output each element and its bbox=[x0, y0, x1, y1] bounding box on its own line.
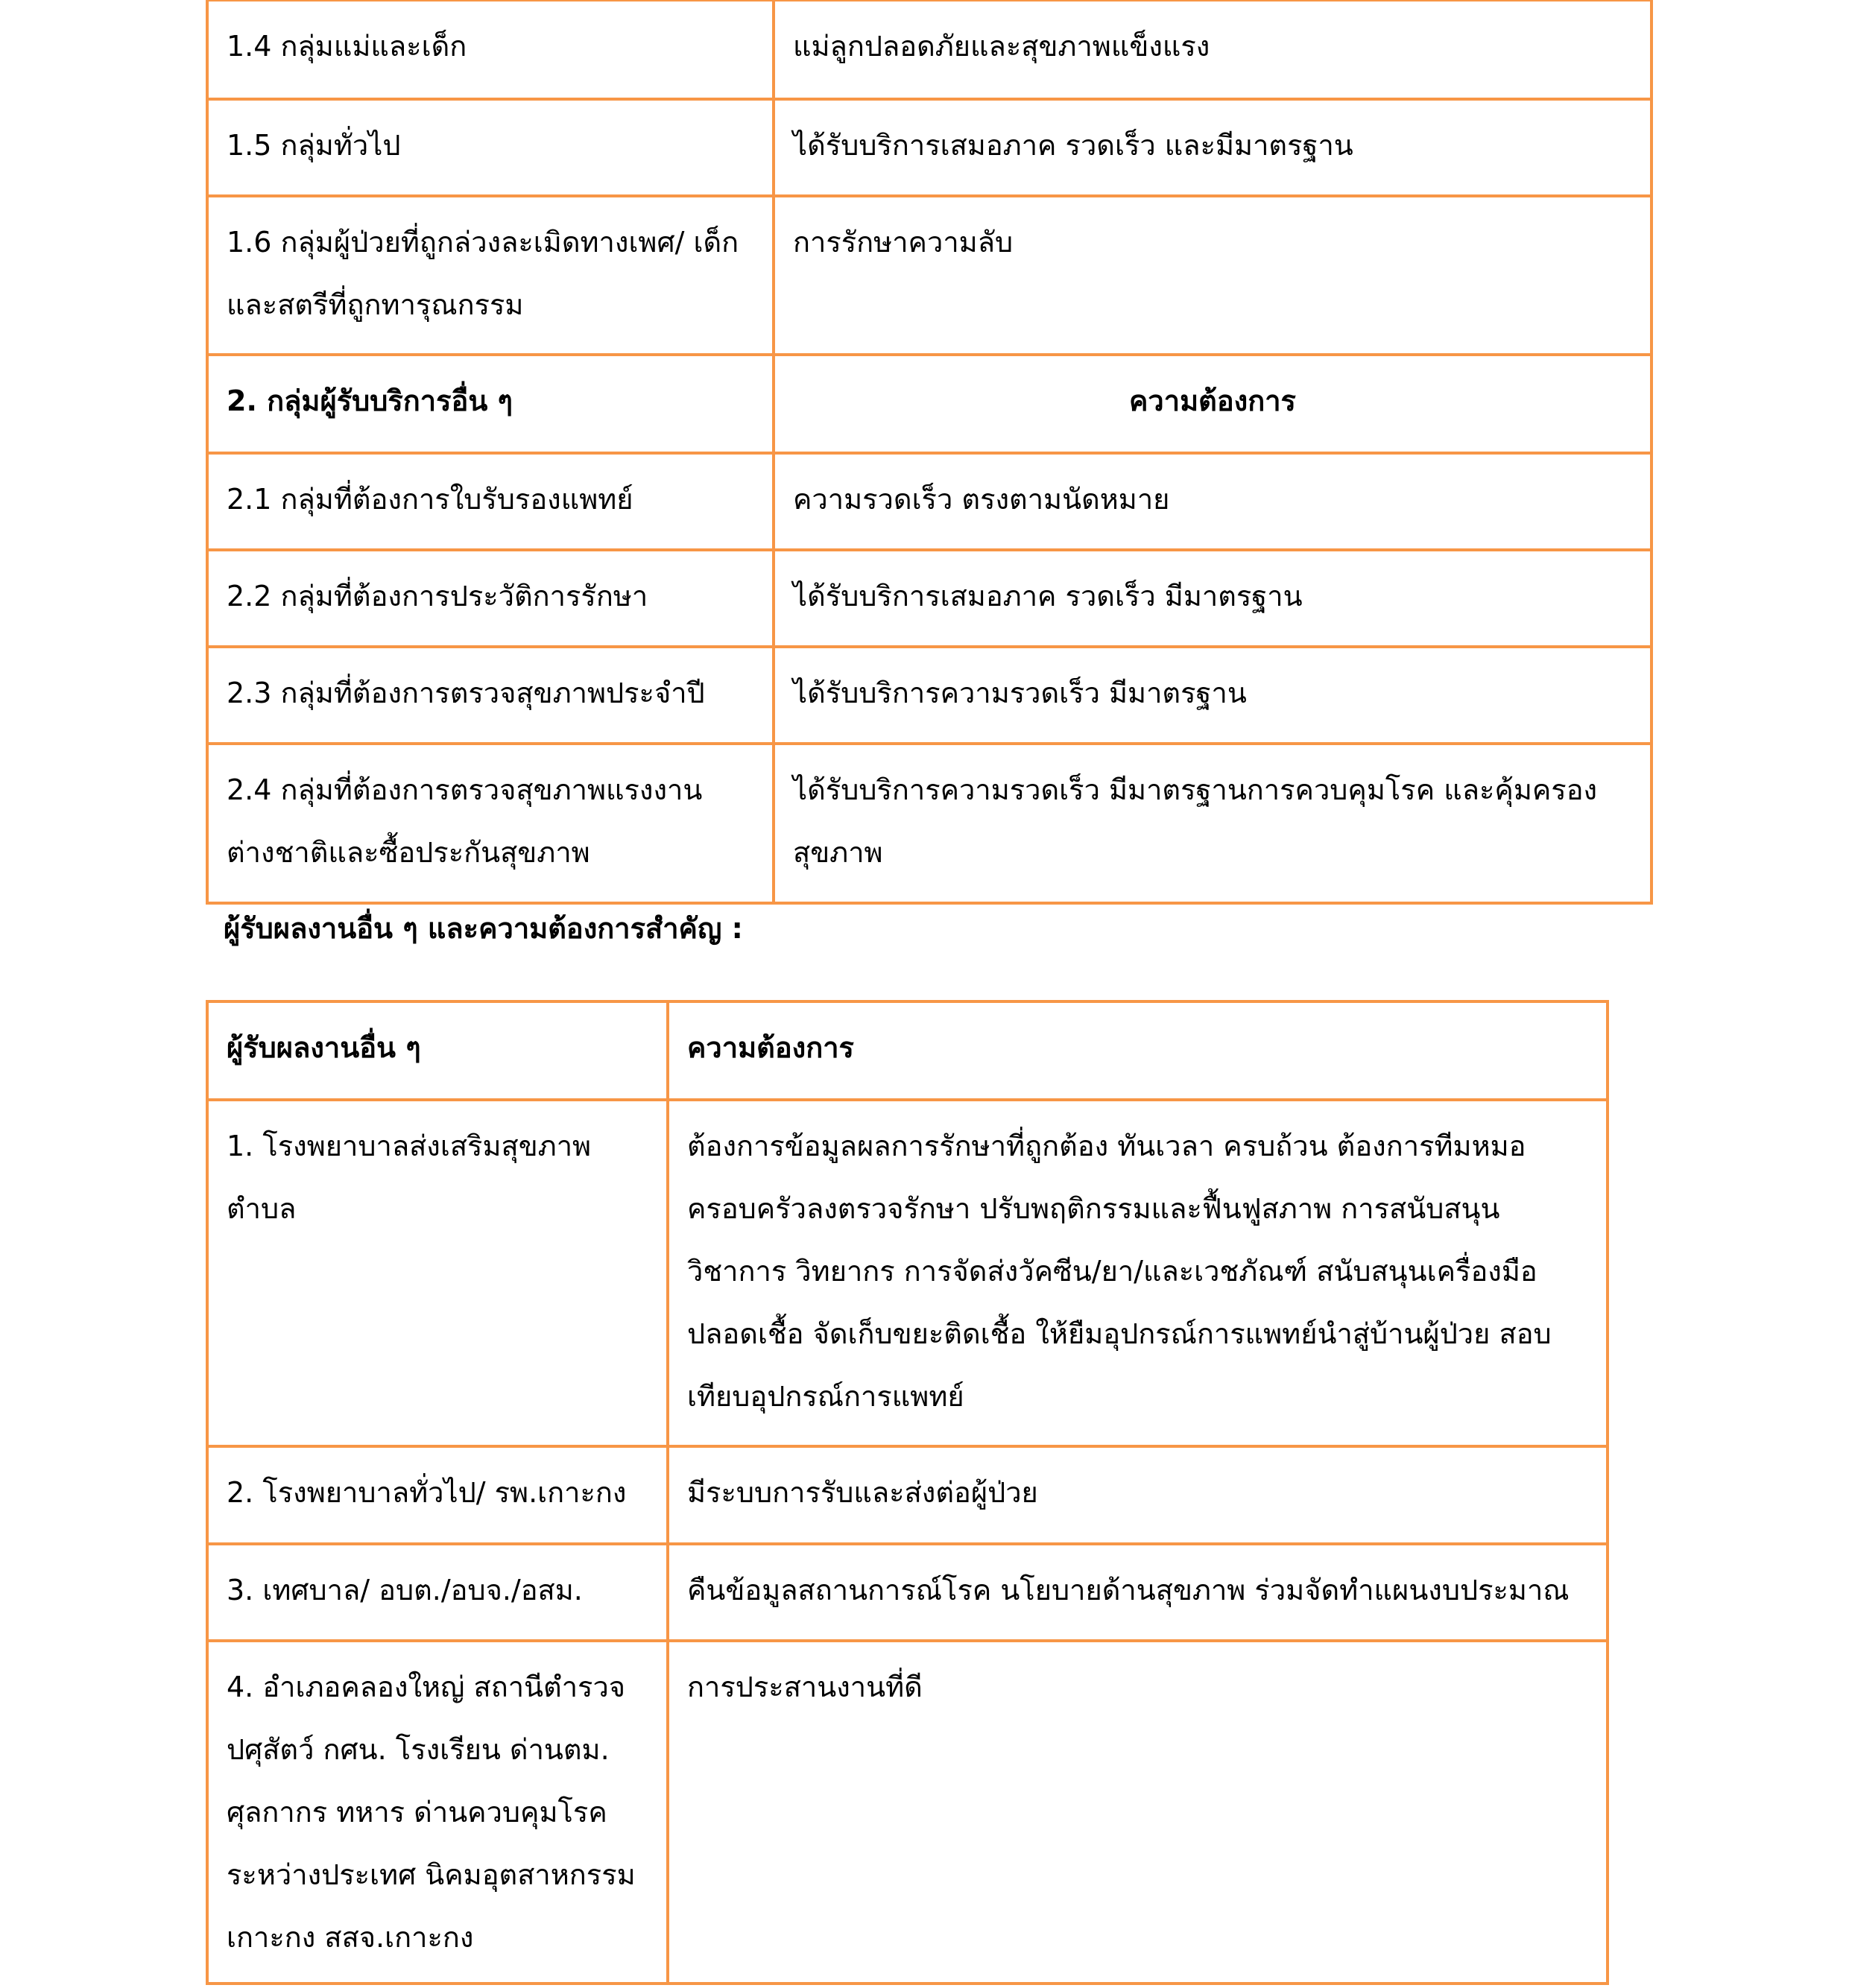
group-cell: 2.2 กลุ่มที่ต้องการประวัติการรักษา bbox=[207, 550, 774, 647]
need-header-cell: ความต้องการ bbox=[668, 1001, 1608, 1100]
table-row bbox=[207, 744, 1652, 903]
table-row bbox=[207, 196, 1652, 355]
group-cell: 1.4 กลุ่มแม่และเด็ก bbox=[207, 0, 774, 99]
stakeholder-cell: 3. เทศบาล/ อบต./อบจ./อสม. bbox=[207, 1544, 668, 1641]
group-cell: 2.1 กลุ่มที่ต้องการใบรับรองแพทย์ bbox=[207, 453, 774, 550]
table-row bbox=[207, 1100, 1608, 1446]
table-row bbox=[207, 1544, 1608, 1641]
table-header-row bbox=[207, 1001, 1608, 1100]
need-cell: ได้รับบริการความรวดเร็ว มีมาตรฐานการควบคุมโรค และคุ้มครอง สุขภาพ bbox=[774, 744, 1652, 903]
section-heading: ผู้รับผลงานอื่น ๆ และความต้องการสำคัญ : bbox=[224, 912, 743, 945]
need-cell: ได้รับบริการเสมอภาค รวดเร็ว และมีมาตรฐาน bbox=[774, 99, 1652, 196]
other-stakeholders-table bbox=[206, 1000, 1609, 1985]
table-header-row bbox=[207, 355, 1652, 453]
table-row bbox=[207, 99, 1652, 196]
stakeholder-cell: 4. อำเภอคลองใหญ่ สถานีตำรวจ ปศุสัตว์ กศน. โรงเรียน ด่านตม. ศุลกากร ทหาร ด่านควบคุมโรค ระหว่างประเทศ นิคมอุตสาหกรรม เกาะกง สสจ.เกาะกง bbox=[207, 1641, 668, 1984]
table-row bbox=[207, 647, 1652, 744]
stakeholder-header-cell: ผู้รับผลงานอื่น ๆ bbox=[207, 1001, 668, 1100]
table-row bbox=[207, 0, 1652, 99]
need-cell: คืนข้อมูลสถานการณ์โรค นโยบายด้านสุขภาพ ร่วมจัดทำแผนงบประมาณ bbox=[668, 1544, 1608, 1641]
stakeholder-cell: 1. โรงพยาบาลส่งเสริมสุขภาพ ตำบล bbox=[207, 1100, 668, 1446]
group-cell: 2.3 กลุ่มที่ต้องการตรวจสุขภาพประจำปี bbox=[207, 647, 774, 744]
table-row bbox=[207, 1641, 1608, 1984]
need-cell: มีระบบการรับและส่งต่อผู้ป่วย bbox=[668, 1446, 1608, 1544]
table-row bbox=[207, 453, 1652, 550]
need-header-cell: ความต้องการ bbox=[774, 355, 1652, 453]
need-cell: ได้รับบริการความรวดเร็ว มีมาตรฐาน bbox=[774, 647, 1652, 744]
group-cell: 1.5 กลุ่มทั่วไป bbox=[207, 99, 774, 196]
group-cell: 2.4 กลุ่มที่ต้องการตรวจสุขภาพแรงงาน ต่างชาติและซื้อประกันสุขภาพ bbox=[207, 744, 774, 903]
need-cell: ความรวดเร็ว ตรงตามนัดหมาย bbox=[774, 453, 1652, 550]
need-cell: การรักษาความลับ bbox=[774, 196, 1652, 355]
service-needs-table bbox=[206, 0, 1653, 905]
need-cell: ต้องการข้อมูลผลการรักษาที่ถูกต้อง ทันเวลา ครบถ้วน ต้องการทีมหมอ ครอบครัวลงตรวจรักษา ปรับพฤติกรรมและฟื้นฟูสภาพ การสนับสนุน วิชาการ วิทยากร การจัดส่งวัคซีน/ยา/และเวชภัณฑ์ สนับสนุนเครื่องมือ ปลอดเชื้อ จัดเก็บขยะติดเชื้อ ให้ยืมอุปกรณ์การแพทย์นำสู่บ้านผู้ป่วย สอบ เทียบอุปกรณ์การแพทย์ bbox=[668, 1100, 1608, 1446]
need-cell: แม่ลูกปลอดภัยและสุขภาพแข็งแรง bbox=[774, 0, 1652, 99]
need-cell: ได้รับบริการเสมอภาค รวดเร็ว มีมาตรฐาน bbox=[774, 550, 1652, 647]
table-row bbox=[207, 1446, 1608, 1544]
group-header-cell: 2. กลุ่มผู้รับบริการอื่น ๆ bbox=[207, 355, 774, 453]
group-cell: 1.6 กลุ่มผู้ป่วยที่ถูกล่วงละเมิดทางเพศ/ เด็ก และสตรีที่ถูกทารุณกรรม bbox=[207, 196, 774, 355]
table-row bbox=[207, 550, 1652, 647]
stakeholder-cell: 2. โรงพยาบาลทั่วไป/ รพ.เกาะกง bbox=[207, 1446, 668, 1544]
need-cell: การประสานงานที่ดี bbox=[668, 1641, 1608, 1984]
